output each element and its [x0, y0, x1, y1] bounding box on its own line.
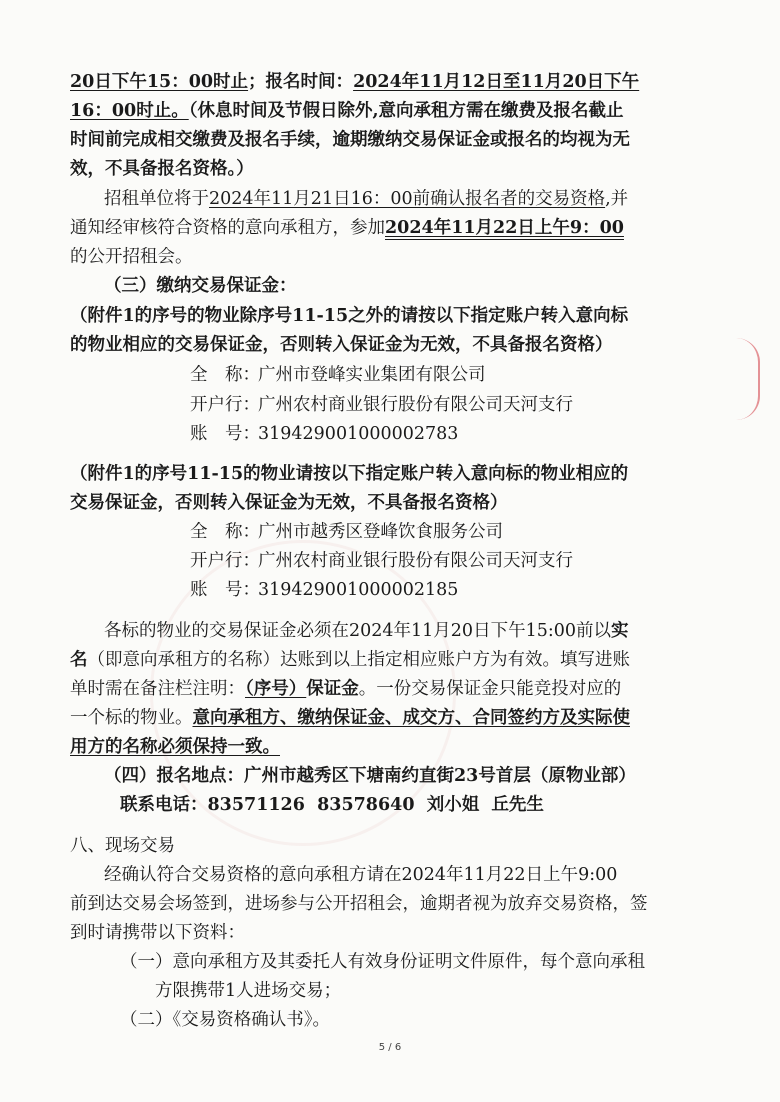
acct2-no-row [190, 575, 780, 605]
p4-line-3 [70, 674, 780, 704]
p1-l2-b: （休息时间及节假日除外,意向承租方需在缴费及报名截止 [188, 101, 624, 121]
p1-l1-b: ；报名时间： [248, 72, 354, 92]
s3-note1-line-2: 的物业相应的交易保证金，否则转入保证金为无效，不具备报名资格） [70, 335, 613, 355]
p1-line-3: 时间前完成相交缴费及报名手续，逾期缴纳交易保证金或报名的均视为无 [70, 130, 630, 150]
p4-line-4 [70, 703, 780, 733]
p1-line-1 [70, 67, 780, 97]
s3-note2-line-2: 交易保证金，否则转入保证金为无效，不具备报名资格） [70, 493, 508, 513]
acct2-bank: 广州农村商业银行股份有限公司天河支行 [258, 551, 573, 571]
acct2-bank-label: 开户行： [190, 551, 260, 571]
p4-line-2 [70, 645, 780, 675]
acct2-name-row [190, 517, 780, 547]
p4-l2-b: （即意向承租方的名称）达账到以上指定相应账户方为有效。填写进账 [87, 650, 630, 670]
acct1-no-row [190, 419, 780, 449]
p4-line-5: 用方的名称必须保持一致。 [70, 737, 280, 757]
s4-location-line: （四）报名地点：广州市越秀区下塘南约直街23号首层（原物业部） [104, 766, 636, 786]
p2-l1-c: ,并 [605, 189, 629, 209]
s8-line-3: 到时请携带以下资料： [70, 923, 245, 943]
p4-l1-a: 各标的物业的交易保证金必须在2024年11月20日下午15:00前以 [104, 621, 612, 641]
p2-line-2 [70, 213, 780, 243]
s8-item1-line-1: （一）意向承租方及其委托人有效身份证明文件原件，每个意向承租 [120, 952, 645, 972]
p4-l3-c: 保证金 [306, 679, 359, 699]
s8-item1-line-2: 方限携带1人进场交易； [155, 981, 342, 1001]
p1-line-4: 效，不具备报名资格。） [70, 159, 254, 179]
acct1-bank-label: 开户行： [190, 395, 260, 415]
p4-l3-a: 单时需在备注栏注明： [70, 679, 245, 699]
acct2-no-label: 账 号： [190, 580, 260, 600]
p2-l2-a: 通知经审核符合资格的意向承租方，参加 [70, 218, 385, 238]
acct2-bank-row [190, 546, 780, 576]
s8-heading: 八、现场交易 [70, 836, 175, 856]
acct1-bank: 广州农村商业银行股份有限公司天河支行 [258, 395, 573, 415]
acct1-bank-row [190, 390, 780, 420]
acct1-name-label: 全 称： [190, 365, 260, 385]
p4-l1-b: 实 [611, 621, 629, 641]
s3-note2-line-1: （附件1的序号11-15的物业请按以下指定账户转入意向标的物业相应的 [70, 464, 629, 484]
p4-l3-d: 。一份交易保证金只能竞投对应的 [358, 679, 622, 699]
p4-l4-b: 意向承租方、缴纳保证金、成交方、合同签约方及实际使 [192, 708, 630, 728]
p2-l2-b: 2024年11月22日上午9：00 [385, 218, 624, 238]
acct1-name-row [190, 360, 780, 390]
s4-contact-line: 联系电话：83571126 83578640 刘小姐 丘先生 [120, 795, 544, 815]
p4-l2-a: 名 [70, 650, 88, 670]
s3-note1-line-1: （附件1的序号的物业除序号11-15之外的请按以下指定账户转入意向标 [70, 306, 629, 326]
s8-line-2: 前到达交易会场签到，进场参与公开招租会，逾期者视为放弃交易资格，签 [70, 894, 648, 914]
acct1-no: 319429001000002783 [258, 424, 459, 444]
acct2-name: 广州市越秀区登峰饮食服务公司 [258, 522, 503, 542]
p4-l3-b: （序号） [245, 679, 307, 699]
s3-heading: （三）缴纳交易保证金： [104, 276, 297, 296]
p1-line-2 [70, 96, 780, 126]
p1-l1-c: 2024年11月12日至11月20日下午 [353, 72, 640, 92]
p4-l4-a: 一个标的物业。 [70, 708, 193, 728]
p1-l1-a: 20日下午15：00时止 [70, 72, 249, 92]
p1-l2-a: 16：00时止。 [70, 101, 189, 121]
acct1-name: 广州市登峰实业集团有限公司 [258, 365, 486, 385]
p2-line-1 [104, 184, 780, 214]
p4-line-1 [104, 616, 780, 646]
p2-l1-a: 招租单位将于 [104, 189, 209, 209]
acct2-name-label: 全 称： [190, 522, 260, 542]
s8-item2: （二）《交易资格确认书》。 [120, 1010, 330, 1030]
p2-l1-b: 2024年11月21日16：00前确认报名者的交易资格 [209, 189, 606, 209]
acct2-no: 319429001000002185 [258, 580, 459, 600]
p2-line-3: 的公开招租会。 [70, 247, 193, 267]
acct1-no-label: 账 号： [190, 424, 260, 444]
s8-line-1: 经确认符合交易资格的意向承租方请在2024年11月22日上午9:00 [104, 865, 618, 885]
page-number: 5 / 6 [378, 1042, 402, 1053]
